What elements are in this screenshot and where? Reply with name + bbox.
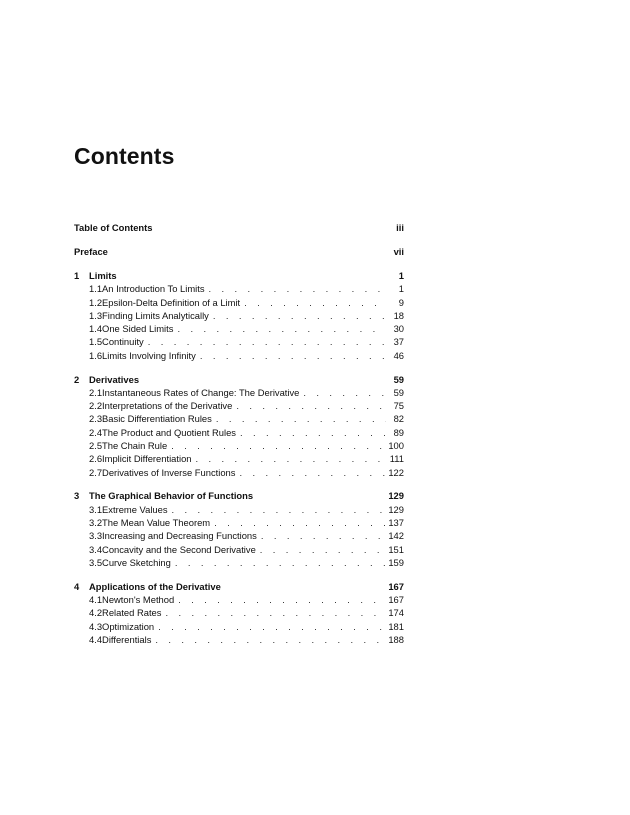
toc-section-number: 4.2: [89, 607, 103, 619]
toc-gap: [74, 479, 404, 490]
toc-gap: [74, 235, 404, 245]
toc-chapter-page: 1: [398, 270, 404, 281]
toc-section-title: The Product and Quotient Rules: [102, 426, 236, 438]
toc-section-entry[interactable]: [74, 466, 404, 479]
toc-section-entry[interactable]: [74, 593, 404, 606]
toc-chapter-page: 167: [388, 580, 404, 592]
toc-section-number: 1.2: [89, 296, 103, 308]
toc-section-page: 100: [388, 440, 404, 452]
toc-section-number: 2.7: [89, 466, 103, 478]
toc-section-page: 151: [388, 543, 404, 555]
toc-section-page: 159: [388, 556, 404, 568]
toc-dot-leader: [260, 543, 386, 556]
toc-section-title: Finding Limits Analytically: [102, 309, 209, 321]
toc-section-page: 37: [393, 336, 404, 348]
toc-section-page: 181: [388, 620, 404, 632]
toc-section-number: 1.5: [89, 336, 103, 348]
toc-section-entry[interactable]: [74, 399, 404, 412]
toc-section-entry[interactable]: [74, 349, 404, 362]
toc-gap: [74, 569, 404, 580]
toc-dot-leader: [155, 633, 386, 646]
toc-section-entry[interactable]: [74, 412, 404, 425]
toc-chapter-entry[interactable]: [74, 269, 404, 282]
toc-section-entry[interactable]: [74, 606, 404, 619]
toc-section-page: 59: [393, 386, 404, 398]
toc-chapter-title: Derivatives: [89, 373, 140, 385]
toc-section-entry[interactable]: [74, 386, 404, 399]
toc-section-number: 2.3: [89, 413, 103, 425]
toc-section-title: Newton's Method: [102, 594, 175, 606]
toc-section-entry[interactable]: [74, 516, 404, 529]
toc-section-page: 167: [388, 594, 404, 606]
toc-gap: [74, 362, 404, 373]
toc-dot-leader: [158, 620, 386, 633]
toc-section-page: 18: [393, 309, 404, 321]
toc-section-title: Continuity: [102, 336, 144, 348]
toc-dot-leader: [214, 516, 386, 529]
toc-section-number: 4.3: [89, 620, 103, 632]
toc-section-number: 3.3: [89, 530, 103, 542]
toc-dot-leader: [148, 335, 386, 348]
toc-section-title: Epsilon-Delta Definition of a Limit: [102, 296, 241, 308]
toc-front-matter-entry[interactable]: [74, 245, 404, 259]
toc-chapter-title: Limits: [89, 270, 117, 281]
toc-section-title: Instantaneous Rates of Change: The Derivative: [102, 386, 300, 398]
toc-section-title: Interpretations of the Derivative: [102, 400, 233, 412]
toc-chapter-title: Applications of the Derivative: [89, 580, 221, 592]
toc-section-title: Limits Involving Infinity: [102, 349, 196, 361]
toc-section-page: 137: [388, 517, 404, 529]
toc-section-page: 75: [393, 400, 404, 412]
toc-section-title: The Chain Rule: [102, 440, 168, 452]
toc-dot-leader: [240, 426, 386, 439]
toc-section-title: An Introduction To Limits: [102, 283, 205, 295]
toc-section-page: 30: [393, 323, 404, 335]
toc-chapter-entry[interactable]: [74, 580, 404, 593]
toc-section-title: Differentials: [102, 633, 152, 645]
toc-dot-leader: [175, 556, 386, 569]
toc-section-page: 89: [393, 426, 404, 438]
toc-dot-leader: [209, 282, 386, 295]
toc-section-page: 122: [388, 466, 404, 478]
toc-dot-leader: [216, 412, 386, 425]
toc-section-number: 1.3: [89, 309, 103, 321]
toc-dot-leader: [244, 296, 386, 309]
toc-dot-leader: [200, 349, 386, 362]
toc-dot-leader: [213, 309, 386, 322]
toc-section-entry[interactable]: [74, 620, 404, 633]
toc-section-entry[interactable]: [74, 503, 404, 516]
toc-section-number: 1.1: [89, 283, 103, 295]
toc-section-entry[interactable]: [74, 452, 404, 465]
toc-section-number: 3.4: [89, 543, 103, 555]
toc-section-title: Implicit Differentiation: [102, 453, 192, 465]
toc-section-entry[interactable]: [74, 282, 404, 295]
toc-dot-leader: [165, 606, 386, 619]
toc-section-page: 1: [398, 283, 404, 295]
toc-dot-leader: [261, 529, 386, 542]
toc-entry-page: vii: [393, 246, 404, 257]
toc-section-number: 3.5: [89, 556, 103, 568]
toc-section-number: 2.6: [89, 453, 103, 465]
toc-section-entry[interactable]: [74, 556, 404, 569]
toc-entry-page: iii: [396, 222, 404, 233]
toc-dot-leader: [178, 593, 386, 606]
toc-chapter-number: 4: [74, 580, 80, 592]
toc-section-page: 111: [389, 453, 404, 465]
toc-section-number: 3.2: [89, 517, 103, 529]
toc-section-entry[interactable]: [74, 335, 404, 348]
toc-chapter-page: 129: [388, 490, 404, 502]
toc-section-page: 9: [398, 296, 404, 308]
toc-section-page: 188: [388, 633, 404, 645]
toc-section-entry[interactable]: [74, 543, 404, 556]
toc-section-title: Curve Sketching: [102, 556, 171, 568]
toc-section-number: 2.5: [89, 440, 103, 452]
toc-dot-leader: [196, 452, 387, 465]
toc-dot-leader: [303, 386, 386, 399]
toc-section-entry[interactable]: [74, 296, 404, 309]
toc-section-page: 129: [388, 503, 404, 515]
toc-section-number: 2.1: [89, 386, 103, 398]
toc-dot-leader: [239, 466, 386, 479]
toc-chapter-title: The Graphical Behavior of Functions: [89, 490, 254, 502]
toc-section-entry[interactable]: [74, 322, 404, 335]
toc-front-matter-entry[interactable]: [74, 221, 404, 235]
toc-section-title: The Mean Value Theorem: [102, 517, 211, 529]
toc-section-number: 1.6: [89, 349, 103, 361]
table-of-contents: [74, 221, 404, 646]
toc-entry-title: Preface: [74, 246, 108, 257]
toc-chapter-number: 3: [74, 490, 80, 502]
toc-dot-leader: [171, 439, 386, 452]
page-title: Contents: [74, 143, 175, 169]
toc-section-number: 2.2: [89, 400, 103, 412]
toc-gap: [74, 259, 404, 269]
toc-section-page: 46: [393, 349, 404, 361]
toc-section-title: Related Rates: [102, 607, 162, 619]
toc-section-entry[interactable]: [74, 309, 404, 322]
toc-section-entry[interactable]: [74, 426, 404, 439]
toc-section-entry[interactable]: [74, 439, 404, 452]
toc-entry-title: Table of Contents: [74, 222, 153, 233]
toc-section-title: Extreme Values: [102, 503, 168, 515]
toc-section-title: Optimization: [102, 620, 155, 632]
toc-section-title: Basic Differentiation Rules: [102, 413, 212, 425]
toc-dot-leader: [236, 399, 386, 412]
toc-section-number: 4.4: [89, 633, 103, 645]
toc-section-title: One Sided Limits: [102, 323, 174, 335]
toc-section-title: Increasing and Decreasing Functions: [102, 530, 257, 542]
toc-section-page: 174: [388, 607, 404, 619]
toc-dot-leader: [177, 322, 386, 335]
toc-section-entry[interactable]: [74, 633, 404, 646]
toc-section-title: Derivatives of Inverse Functions: [102, 466, 236, 478]
toc-chapter-entry[interactable]: [74, 489, 404, 502]
toc-chapter-number: 2: [74, 373, 80, 385]
toc-section-page: 82: [393, 413, 404, 425]
toc-section-number: 4.1: [89, 594, 103, 606]
toc-chapter-entry[interactable]: [74, 373, 404, 386]
toc-section-title: Concavity and the Second Derivative: [102, 543, 256, 555]
toc-chapter-page: 59: [393, 373, 404, 385]
toc-section-page: 142: [388, 530, 404, 542]
toc-section-number: 2.4: [89, 426, 103, 438]
toc-section-entry[interactable]: [74, 529, 404, 542]
toc-dot-leader: [172, 503, 386, 516]
toc-section-number: 3.1: [89, 503, 103, 515]
toc-chapter-number: 1: [74, 270, 80, 281]
toc-section-number: 1.4: [89, 323, 103, 335]
